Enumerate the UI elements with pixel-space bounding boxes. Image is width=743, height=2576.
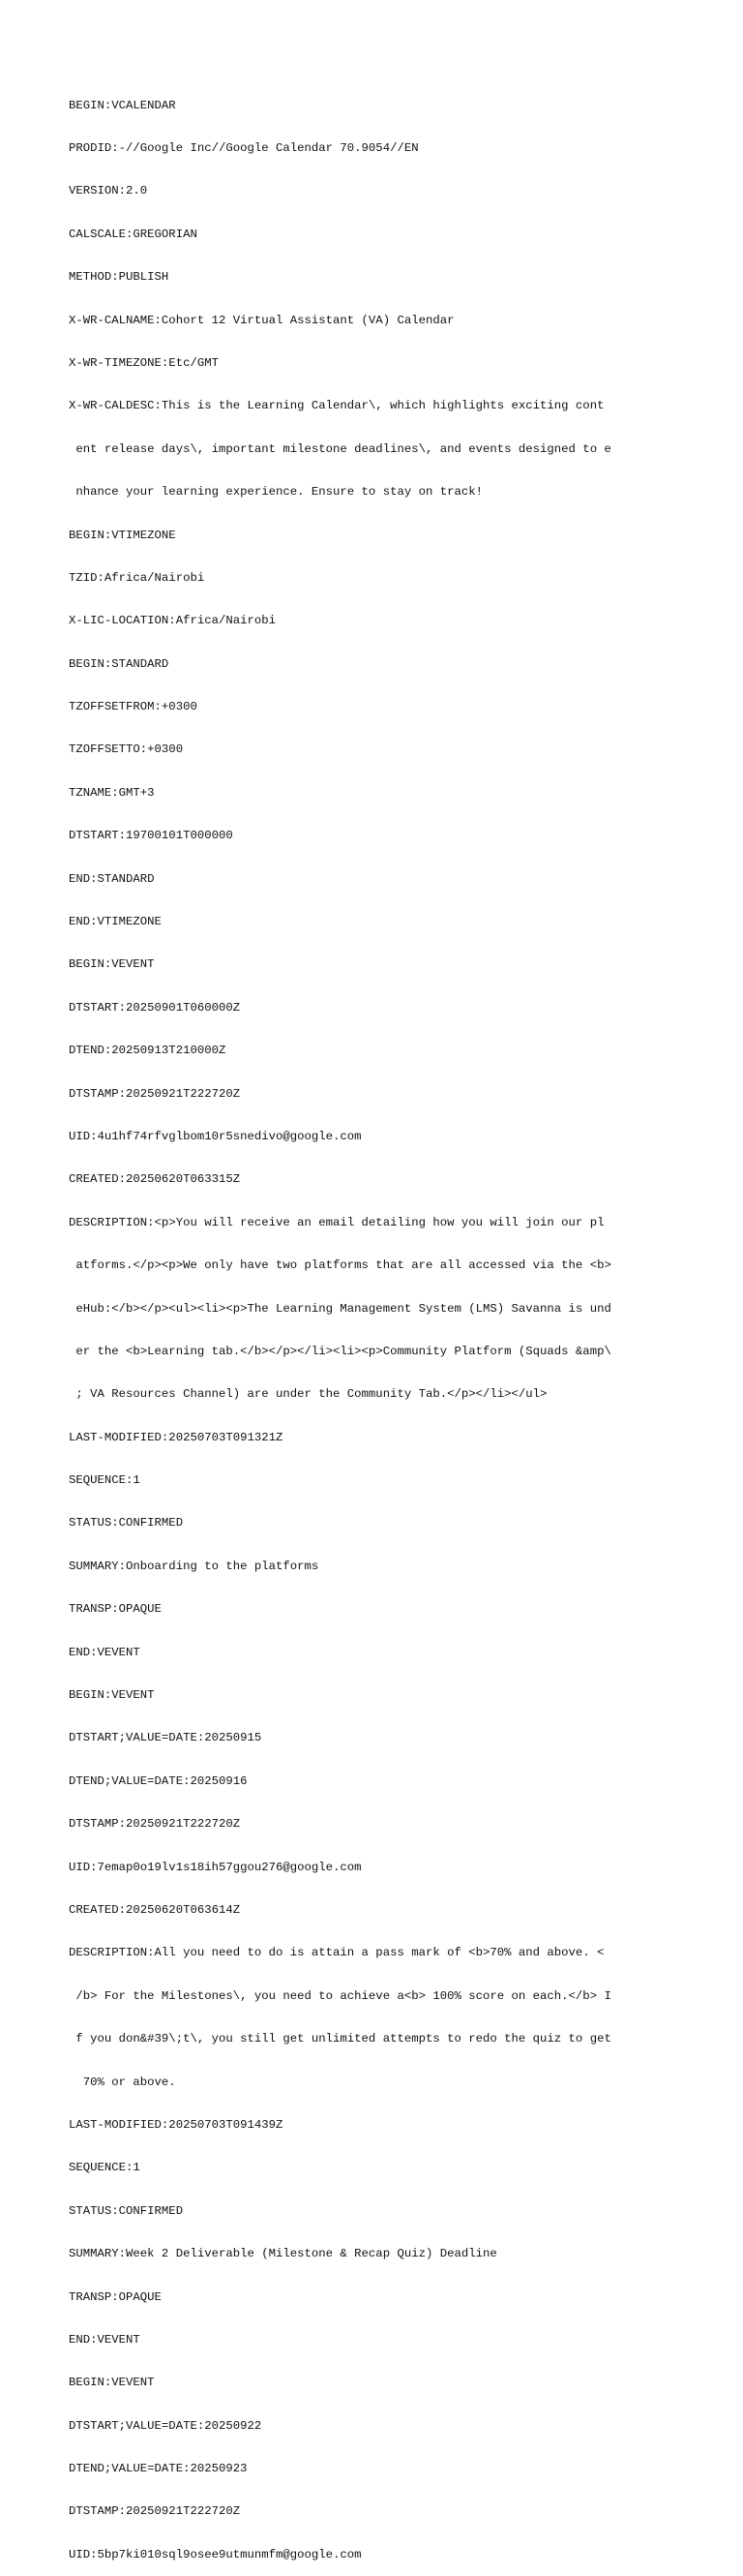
text-line: METHOD:PUBLISH [69,270,169,285]
text-line: SUMMARY:Onboarding to the platforms [69,1559,319,1573]
text-line: UID:7emap0o19lv1s18ih57ggou276@google.com [69,1860,362,1874]
text-line: DTSTAMP:20250921T222720Z [69,1817,241,1832]
text-line: X-LIC-LOCATION:Africa/Nairobi [69,614,277,628]
text-line: DTSTAMP:20250921T222720Z [69,1086,241,1101]
text-line: LAST-MODIFIED:20250703T091439Z [69,2117,283,2132]
text-line: ; VA Resources Channel) are under the Community Tab.</p></li></ul> [69,1387,548,1402]
text-line: f you don&#39\;t\, you still get unlimited attempts to redo the quiz to get [69,2032,611,2046]
text-line: DTEND:20250913T210000Z [69,1044,226,1058]
text-line: er the <b>Learning tab.</b></p></li><li><p>Community Platform (Squads &amp\ [69,1344,611,1358]
text-line: 70% or above. [69,2075,176,2089]
text-line: LAST-MODIFIED:20250703T091321Z [69,1430,283,1444]
text-line: TRANSP:OPAQUE [69,2289,162,2304]
text-line: BEGIN:VEVENT [69,957,155,972]
text-line: UID:5bp7ki010sql9osee9utmunmfm@google.com [69,2547,362,2561]
text-line: TZOFFSETFROM:+0300 [69,700,197,714]
text-line: eHub:</b></p><ul><li><p>The Learning Management System (LMS) Savanna is und [69,1301,611,1316]
text-line: SUMMARY:Week 2 Deliverable (Milestone & Recap Quiz) Deadline [69,2247,497,2261]
text-line: TZID:Africa/Nairobi [69,570,205,585]
text-line: DESCRIPTION:All you need to do is attain a pass mark of <b>70% and above. < [69,1946,605,1960]
text-line: atforms.</p><p>We only have two platforms that are all accessed via the <b> [69,1258,611,1273]
text-line: DTEND;VALUE=DATE:20250916 [69,1773,248,1788]
text-line: DTSTAMP:20250921T222720Z [69,2504,241,2519]
text-line: DESCRIPTION:<p>You will receive an email detailing how you will join our pl [69,1215,605,1229]
text-line: DTSTART:19700101T000000 [69,829,233,843]
text-line: STATUS:CONFIRMED [69,2203,184,2218]
text-line: /b> For the Milestones\, you need to achieve a<b> 100% score on each.</b> I [69,1988,611,2003]
text-line: END:VEVENT [69,2332,140,2347]
text-line: X-WR-CALNAME:Cohort 12 Virtual Assistant (VA) Calendar [69,313,455,327]
text-line: TZNAME:GMT+3 [69,785,155,800]
ics-document-text [69,70,727,2576]
text-line: ent release days\, important milestone deadlines\, and events designed to e [69,441,611,456]
text-line: DTSTART:20250901T060000Z [69,1000,241,1015]
text-line: DTEND;VALUE=DATE:20250923 [69,2462,248,2476]
text-line: BEGIN:STANDARD [69,656,169,671]
text-line: BEGIN:VEVENT [69,1688,155,1703]
text-line: CALSCALE:GREGORIAN [69,227,197,241]
text-line: UID:4u1hf74rfvglbom10r5snedivo@google.com [69,1129,362,1143]
text-line: SEQUENCE:1 [69,2161,140,2175]
text-line: CREATED:20250620T063614Z [69,1903,241,1917]
text-line: SEQUENCE:1 [69,1473,140,1488]
text-line: PRODID:-//Google Inc//Google Calendar 70.9054//EN [69,140,419,155]
text-line: END:VEVENT [69,1645,140,1659]
text-line: TRANSP:OPAQUE [69,1602,162,1617]
text-line: TZOFFSETTO:+0300 [69,742,184,757]
text-line: BEGIN:VTIMEZONE [69,528,176,542]
text-line: END:STANDARD [69,871,155,886]
text-line: DTSTART;VALUE=DATE:20250922 [69,2418,262,2433]
text-line: nhance your learning experience. Ensure to stay on track! [69,485,484,500]
text-line: BEGIN:VEVENT [69,2376,155,2390]
text-line: BEGIN:VCALENDAR [69,98,176,112]
text-line: CREATED:20250620T063315Z [69,1172,241,1187]
text-line: END:VTIMEZONE [69,915,162,929]
text-line: STATUS:CONFIRMED [69,1516,184,1530]
text-line: X-WR-TIMEZONE:Etc/GMT [69,355,219,370]
text-line: X-WR-CALDESC:This is the Learning Calendar\, which highlights exciting cont [69,399,605,413]
text-line: VERSION:2.0 [69,184,148,198]
text-line: DTSTART;VALUE=DATE:20250915 [69,1731,262,1745]
